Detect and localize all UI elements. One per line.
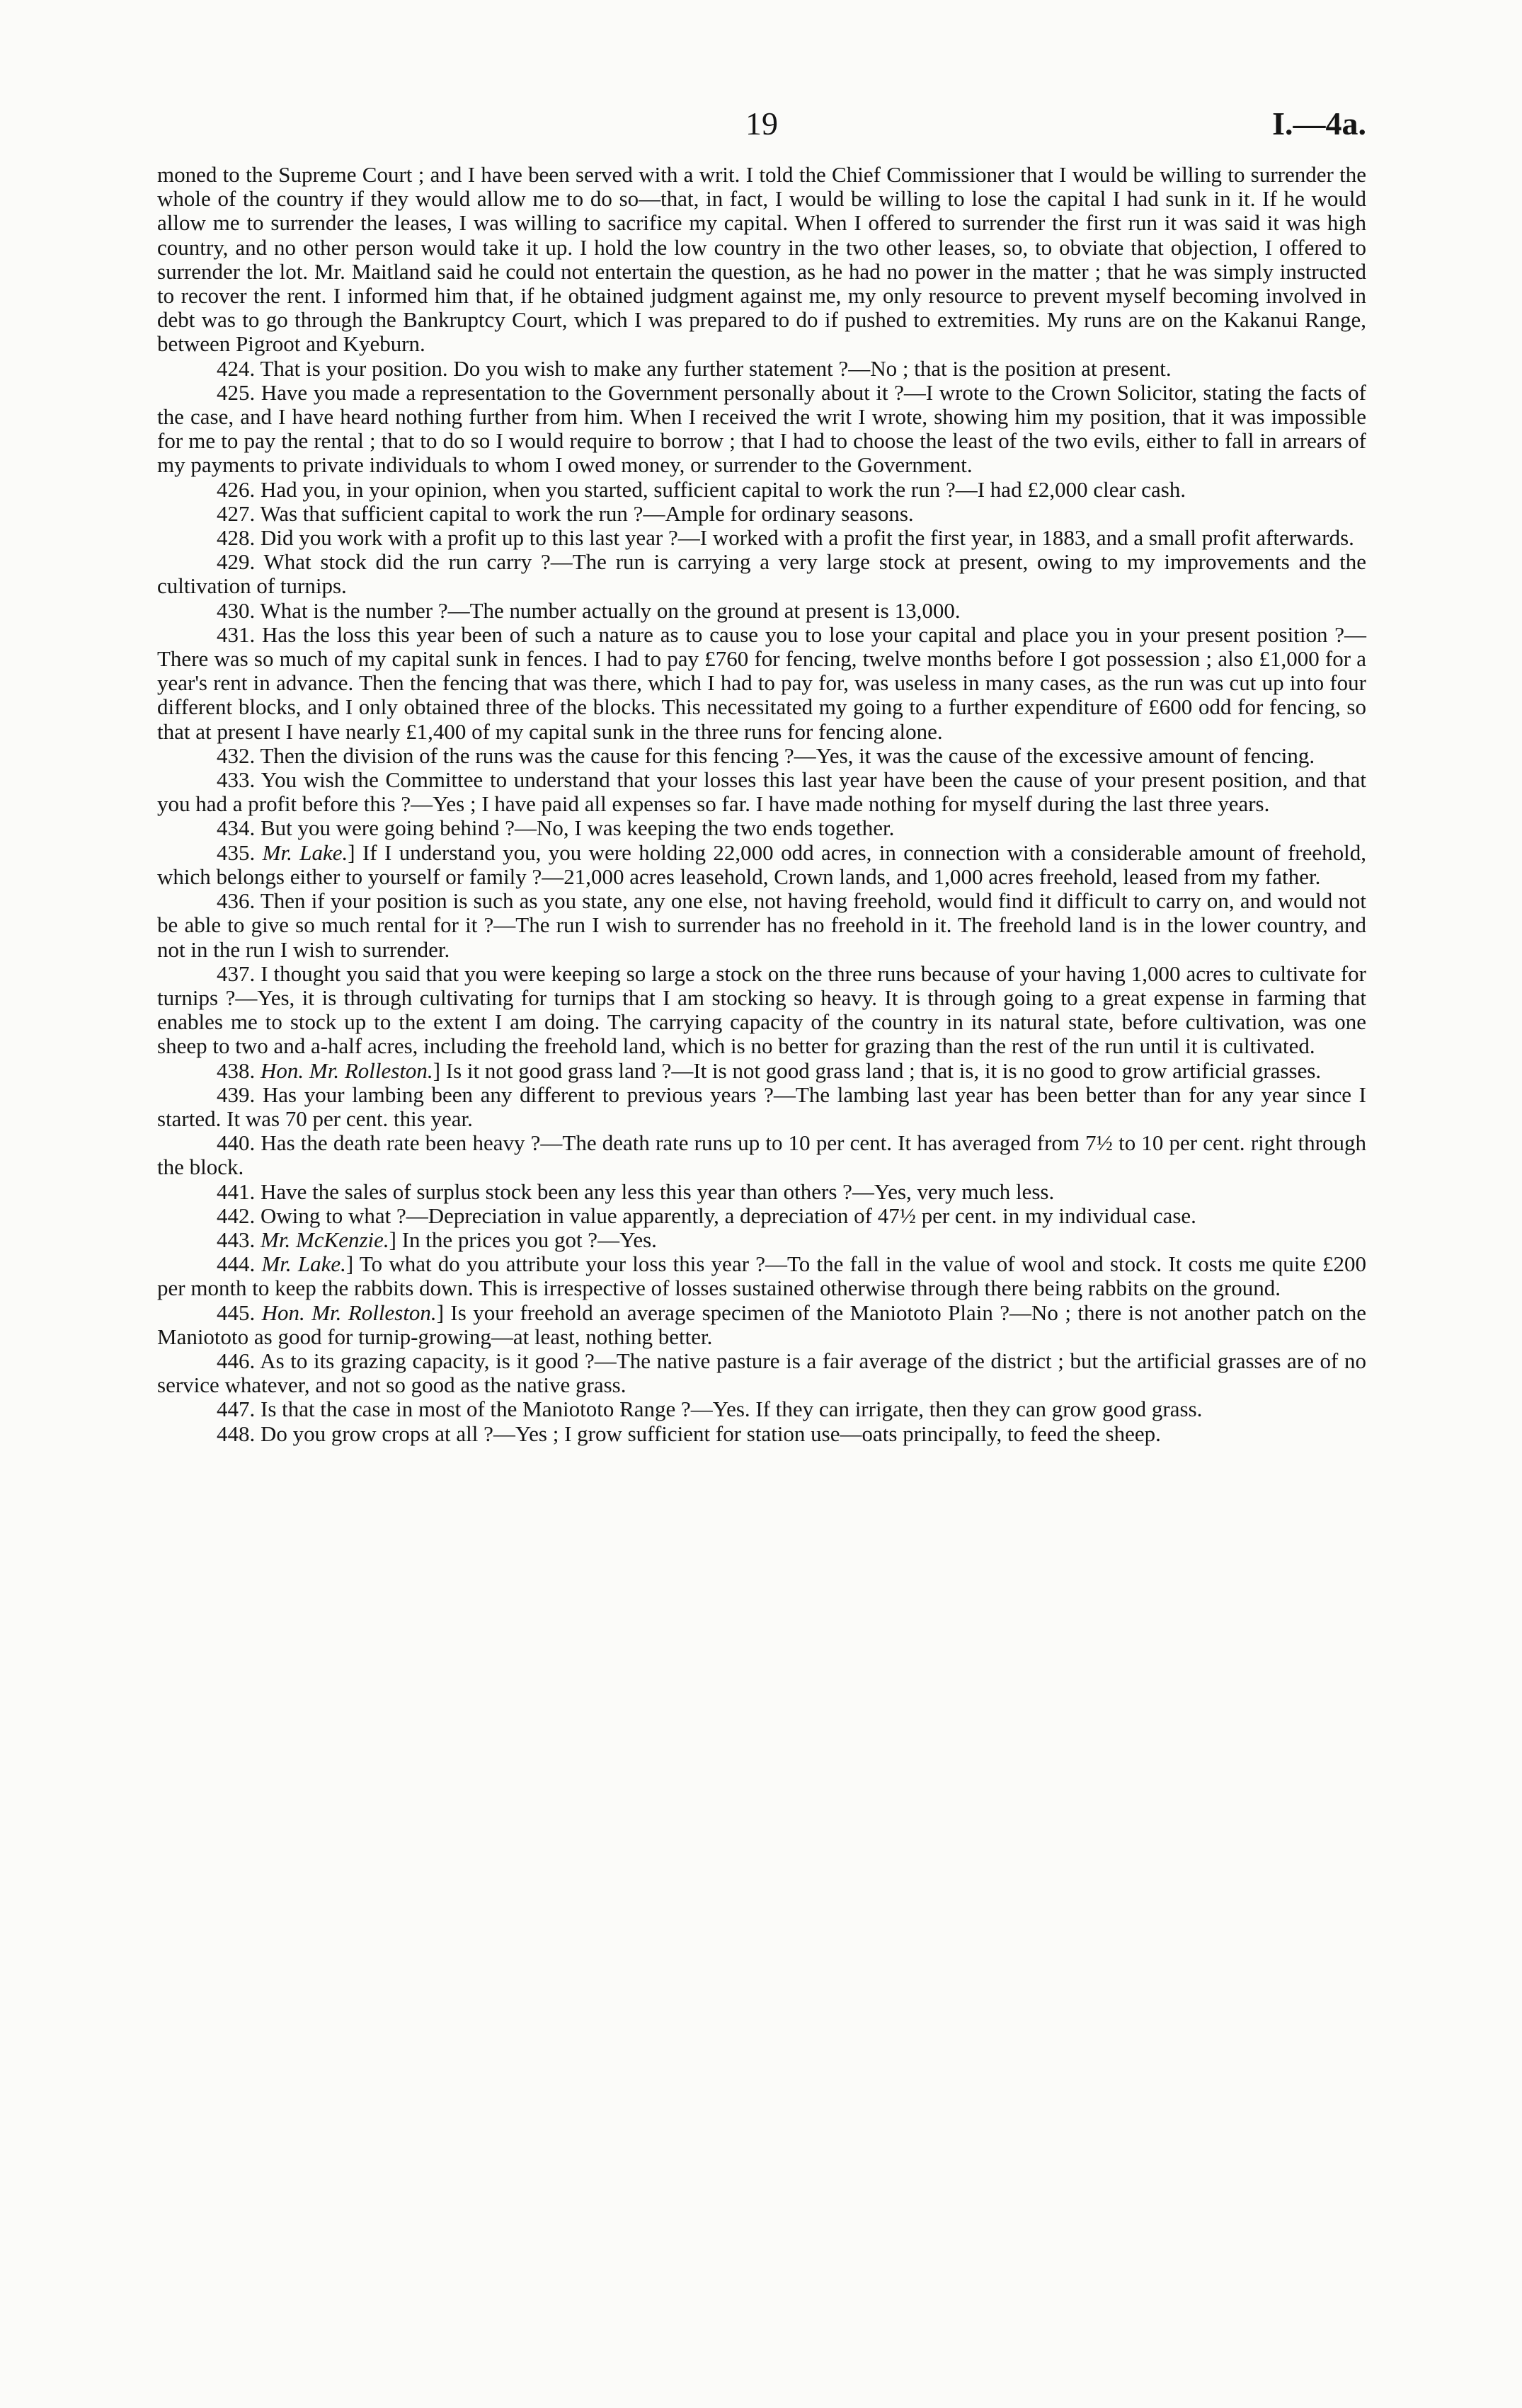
paragraph-text: As to its grazing capacity, is it good ?—The native pasture is a fair average of the district ; but the artificial grasses are of no service whatever, and not so good as the native grass. (157, 1348, 1366, 1398)
question-number: 426. (217, 476, 256, 502)
question-number: 441. (217, 1179, 256, 1204)
paragraph-text: Do you grow crops at all ?—Yes ; I grow sufficient for station use—oats principally, to feed the sheep. (261, 1421, 1161, 1446)
question-paragraph (157, 744, 1366, 768)
paragraph-text: What stock did the run carry ?—The run is carrying a very large stock at present, owing to my improvements and the cultivation of turnips. (157, 549, 1366, 599)
document-page (157, 105, 1366, 1446)
question-paragraph (157, 478, 1366, 502)
question-paragraph (157, 1180, 1366, 1204)
question-number: 429. (217, 549, 256, 575)
paragraph-text: To what do you attribute your loss this year ?—To the fall in the value of wool and stock. It costs me quite £200 per month to keep the rabbits down. This is irrespective of losses sustained otherwise through there being rabbits on the ground. (157, 1251, 1366, 1301)
speaker-name: Hon. Mr. Rolleston. (261, 1300, 437, 1325)
question-number: 435. (217, 839, 256, 865)
question-number: 433. (217, 767, 256, 793)
paragraph-text: Is it not good grass land ?—It is not good grass land ; that is, it is no good to grow artificial grasses. (445, 1057, 1322, 1083)
document-reference: I.—4a. (1272, 105, 1366, 142)
question-paragraph (157, 526, 1366, 550)
question-number: 439. (217, 1082, 256, 1107)
question-paragraph: 438. Hon. Mr. Rolleston.] Is it not good grass land ?—It is not good grass land ; that is, it is no good to grow artificial grasses. (217, 1057, 1322, 1083)
question-number: 447. (217, 1397, 256, 1422)
question-number: 434. (217, 815, 256, 841)
question-paragraph (157, 816, 1366, 840)
evidence-text (157, 163, 1366, 1446)
question-paragraph (157, 962, 1366, 1059)
question-number: 438. (217, 1057, 256, 1083)
question-number: 443. (217, 1227, 256, 1252)
question-number: 424. (217, 355, 256, 381)
paragraph-text: moned to the Supreme Court ; and I have been served with a writ. I told the Chief Commissioner that I would be willing to surrender the whole of the country if they would allow me to do so—that, in fact, I would be willing to lose the capital I had sunk in it. If he would allow me to surrender the leases, I was willing to sacrifice my capital. When I offered to surrender the first run it was said it was high country, and no other person would take it up. I hold the low country in the two other leases, so, to obviate that objection, I offered to surrender the lot. Mr. Maitland said he could not entertain the question, as he had no power in the matter ; that he was simply instructed to recover the rent. I informed him that, if he obtained judgment against me, my only resource to prevent myself becoming involved in debt was to go through the Bankruptcy Court, which I was prepared to do if pushed to extremities. My runs are on the Kakanui Range, between Pigroot and Kyeburn. (157, 162, 1366, 357)
paragraph-text: Is your freehold an average specimen of the Maniototo Plain ?—No ; there is not another patch on the Maniototo as good for turnip-growing—at least, nothing better. (157, 1300, 1367, 1349)
speaker-name: Hon. Mr. Rolleston. (261, 1057, 433, 1083)
question-number: 445. (217, 1300, 256, 1325)
question-paragraph (157, 357, 1366, 381)
question-paragraph (157, 1204, 1366, 1228)
paragraph-text: Was that sufficient capital to work the run ?—Ample for ordinary seasons. (260, 500, 914, 526)
question-number: 431. (217, 621, 256, 647)
paragraph-text: But you were going behind ?—No, I was keeping the two ends together. (261, 815, 895, 841)
paragraph-text: Have the sales of surplus stock been any less this year than others ?—Yes, very much less. (261, 1179, 1055, 1204)
question-paragraph: 445. Hon. Mr. Rolleston.] Is your freehold an average specimen of the Maniototo Plain ?—No ; there is not another patch on the Maniototo as good for turnip-growing—at least, nothing better. (157, 1300, 1367, 1349)
paragraph-text: Then if your position is such as you state, any one else, not having freehold, would find it difficult to carry on, and would not be able to give so much rental for it ?—The run I wish to surrender has no freehold in it. The freehold land is in the lower country, and not in the run I wish to surrender. (157, 888, 1366, 962)
question-paragraph (157, 1131, 1366, 1179)
question-paragraph (157, 623, 1366, 744)
question-paragraph (157, 768, 1366, 816)
question-paragraph (157, 502, 1366, 526)
paragraph-text: Did you work with a profit up to this last year ?—I worked with a profit the first year, in 1883, and a small profit afterwards. (261, 525, 1354, 551)
speaker-name: Mr. Lake. (262, 839, 348, 865)
paragraph-text: Is that the case in most of the Maniototo Range ?—Yes. If they can irrigate, then they can grow good grass. (261, 1397, 1203, 1422)
question-paragraph (157, 1083, 1366, 1131)
page-number: 19 (745, 105, 778, 142)
paragraph-text: Owing to what ?—Depreciation in value apparently, a depreciation of 47½ per cent. in my individual case. (261, 1203, 1196, 1228)
question-number: 440. (217, 1130, 256, 1156)
question-paragraph: 444. Mr. Lake.] To what do you attribute your loss this year ?—To the fall in the value of wool and stock. It costs me quite £200 per month to keep the rabbits down. This is irrespective of losses sustained otherwise through there being rabbits on the ground. (157, 1251, 1366, 1301)
paragraph-text: Has the death rate been heavy ?—The death rate runs up to 10 per cent. It has averaged from 7½ to 10 per cent. right through the block. (157, 1130, 1366, 1180)
paragraph-text: Has your lambing been any different to previous years ?—The lambing last year has been better than for any year since I started. It was 70 per cent. this year. (157, 1082, 1366, 1131)
question-paragraph (157, 1349, 1366, 1397)
page-header (157, 105, 1366, 149)
paragraph-text: Then the division of the runs was the cause for this fencing ?—Yes, it was the cause of the excessive amount of fencing. (260, 743, 1315, 768)
question-paragraph (157, 889, 1366, 962)
question-paragraph (157, 599, 1366, 623)
speaker-name: Mr. McKenzie. (261, 1227, 389, 1252)
paragraph-text: Had you, in your opinion, when you started, sufficient capital to work the run ?—I had £2,000 clear cash. (261, 476, 1186, 502)
paragraph-text: You wish the Committee to understand that your losses this last year have been the cause of your present position, and that you had a profit before this ?—Yes ; I have paid all expenses so far. I have made nothing for myself during the last three years. (157, 767, 1366, 817)
question-number: 446. (217, 1348, 256, 1373)
paragraph-text: Has the loss this year been of such a nature as to cause you to lose your capital and place you in your present position ?—There was so much of my capital sunk in fences. I had to pay £760 for fencing, twelve months before I got possession ; also £1,000 for a year's rent in advance. Then the fencing that was there, which I had to pay for, was useless in many cases, as the run was cut up into four different blocks, and I only obtained three of the blocks. This necessitated my going to a further expenditure of £600 odd for fencing, so that at present I have nearly £1,400 of my capital sunk in the three runs for fencing alone. (157, 621, 1367, 744)
question-number: 436. (217, 888, 256, 914)
question-paragraph (157, 1397, 1366, 1421)
question-number: 432. (217, 743, 256, 768)
question-number: 427. (217, 500, 256, 526)
question-number: 444. (217, 1251, 256, 1277)
question-number: 448. (217, 1421, 256, 1446)
question-number: 442. (217, 1203, 256, 1228)
paragraph-text: Have you made a representation to the Government personally about it ?—I wrote to the Crown Solicitor, stating the facts of the case, and I have heard nothing further from him. When I received the writ I wrote, showing him my position, that it was impossible for me to pay the rental ; that to do so I would require to borrow ; that I had to choose the least of the two evils, either to fall in arrears of my payments to private individuals to whom I owed money, or surrender to the Government. (157, 379, 1367, 478)
question-number: 437. (217, 961, 256, 986)
question-number: 425. (217, 379, 256, 405)
speaker-name: Mr. Lake. (261, 1251, 346, 1277)
question-paragraph: 443. Mr. McKenzie.] In the prices you got ?—Yes. (217, 1227, 657, 1252)
question-paragraph: 435. Mr. Lake.] If I understand you, you were holding 22,000 odd acres, in connection with a considerable amount of freehold, which belongs either to yourself or family ?—21,000 acres leasehold, Crown lands, and 1,000 acres freehold, leased from my father. (157, 839, 1366, 889)
paragraph-text: I thought you said that you were keeping so large a stock on the three runs because of your having 1,000 acres to cultivate for turnips ?—Yes, it is through cultivating for turnips that I am stocking so heavy. It is through going to a great expense in farming that enables me to stock up to the extent I am doing. The carrying capacity of the country in its natural state, before cultivation, was one sheep to two and a-half acres, including the freehold land, which is no better for grazing than the rest of the run until it is cultivated. (157, 961, 1366, 1059)
question-paragraph (157, 550, 1366, 598)
question-number: 430. (217, 597, 256, 623)
question-paragraph (157, 381, 1366, 478)
paragraph-text: In the prices you got ?—Yes. (401, 1227, 657, 1252)
continued-paragraph (157, 163, 1366, 357)
paragraph-text: What is the number ?—The number actually on the ground at present is 13,000. (260, 597, 961, 623)
paragraph-text: If I understand you, you were holding 22,000 odd acres, in connection with a considerable amount of freehold, which belongs either to yourself or family ?—21,000 acres leasehold, Crown lands, and 1,000 acres freehold, leased from my father. (157, 839, 1366, 889)
paragraph-text: That is your position. Do you wish to make any further statement ?—No ; that is the position at present. (260, 355, 1172, 381)
question-number: 428. (217, 525, 256, 551)
question-paragraph (157, 1422, 1366, 1446)
